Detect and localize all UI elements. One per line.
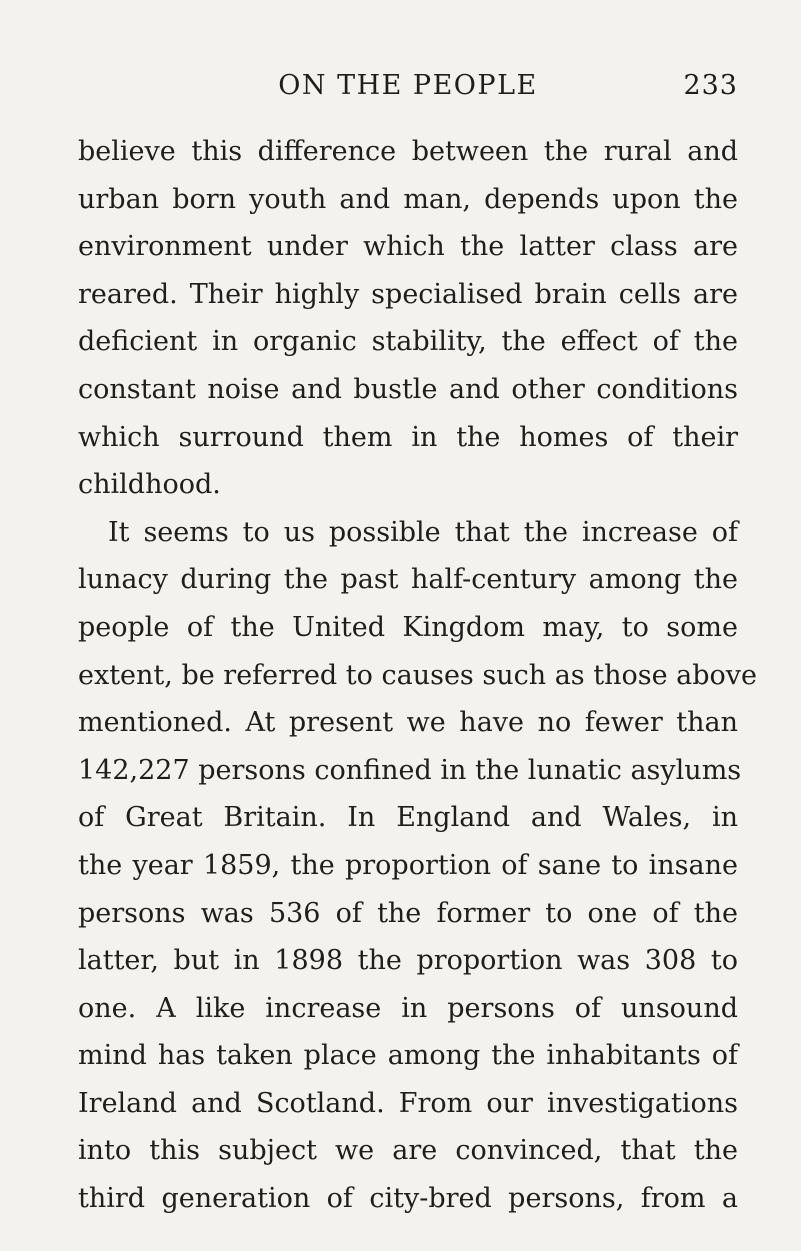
text-line: believe this difference between the rural and [78, 136, 738, 167]
running-title: ON THE PEOPLE [278, 70, 538, 101]
text-line: which surround them in the homes of their [78, 421, 738, 453]
text-line: persons was 536 of the former to one of the [78, 897, 738, 929]
text-line: reared. Their highly specialised brain cells are [78, 278, 738, 310]
text-line: mentioned. At present we have no fewer than [78, 707, 738, 739]
text-line: people of the United Kingdom may, to some [78, 611, 738, 643]
text-line: latter, but in 1898 the proportion was 308 to [78, 945, 738, 977]
text-line: urban born youth and man, depends upon the [78, 183, 738, 215]
page-number: 233 [683, 70, 738, 101]
text-line: constant noise and bustle and other conditions [78, 373, 738, 405]
running-head [78, 66, 738, 106]
paragraph-end-line: childhood. [78, 469, 221, 501]
text-line: into this subject we are convinced, that the [78, 1135, 738, 1167]
text-line: mind has taken place among the inhabitants of [78, 1040, 738, 1072]
text-line: third generation of city-bred persons, from a [78, 1183, 738, 1215]
body-text [78, 128, 758, 1223]
text-line: lunacy during the past half-century among the [78, 564, 738, 596]
text-line: the year 1859, the proportion of sane to insane [78, 849, 738, 881]
text-line: one. A like increase in persons of unsound [78, 992, 738, 1024]
text-line: deficient in organic stability, the effect of the [78, 326, 738, 358]
text-line: of Great Britain. In England and Wales, in [78, 802, 738, 834]
text-line: 142,227 persons confined in the lunatic asylums [78, 754, 742, 786]
text-line: Ireland and Scotland. From our investigations [78, 1087, 738, 1119]
paragraph-start-line: It seems to us possible that the increase of [108, 516, 738, 548]
text-line: extent, be referred to causes such as those above [78, 659, 758, 691]
text-line: environment under which the latter class are [78, 231, 738, 263]
